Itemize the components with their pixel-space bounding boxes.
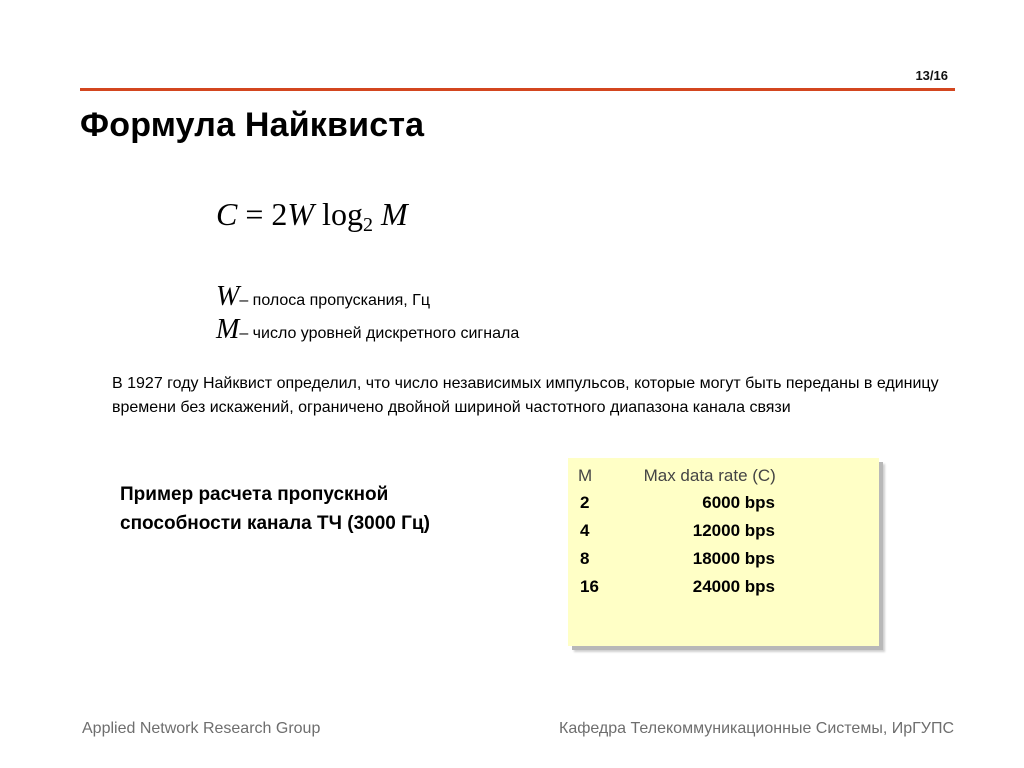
definition-w (216, 281, 430, 313)
table-cell-m: 8 (580, 549, 590, 568)
table-cell-m: 2 (580, 493, 590, 512)
table-header-row (568, 463, 879, 489)
page-number: 13/16 (915, 68, 948, 83)
formula-equals: = 2 (245, 196, 288, 232)
formula-levels-symbol: M (380, 196, 408, 232)
formula-log-base: 2 (362, 214, 373, 236)
table-row (568, 517, 879, 545)
table-row (568, 545, 879, 573)
footer-department: Кафедра Телекоммуникационные Системы, ИрГУПС (559, 720, 954, 737)
table-header-m: M (578, 466, 593, 485)
definition-m-symbol: M (216, 314, 240, 345)
table-cell-rate: 6000 bps (702, 493, 775, 512)
data-rate-table (568, 463, 879, 601)
table-header-rate: Max data rate (C) (643, 466, 776, 485)
example-line-1: Пример расчета пропускной (120, 484, 389, 505)
table-row (568, 489, 879, 517)
formula-bandwidth-symbol: W (287, 196, 315, 232)
example-heading (120, 480, 520, 538)
definition-m (216, 314, 519, 346)
nyquist-formula (216, 196, 408, 237)
definition-w-symbol: W (216, 281, 240, 312)
header-divider (80, 88, 955, 91)
formula-log: log (322, 196, 363, 232)
formula-capacity-symbol: C (216, 196, 238, 232)
data-rate-table-box (568, 458, 879, 646)
definition-m-text: – число уровней дискретного сигнала (239, 325, 520, 342)
footer-group-name: Applied Network Research Group (82, 720, 321, 737)
slide-title: Формула Найквиста (80, 106, 425, 144)
history-paragraph: В 1927 году Найквист определил, что число независимых импульсов, которые могут быть переданы в единицу времени без искажений, ограничено двойной шириной частотного диапазона канала связи (112, 375, 939, 416)
table-cell-m: 16 (580, 577, 599, 596)
table-cell-rate: 24000 bps (692, 577, 775, 596)
table-row (568, 573, 879, 601)
example-line-2: способности канала ТЧ (3000 Гц) (120, 513, 430, 534)
table-cell-rate: 18000 bps (692, 549, 775, 568)
table-cell-rate: 12000 bps (692, 521, 775, 540)
definition-w-text: – полоса пропускания, Гц (239, 292, 430, 309)
table-cell-m: 4 (580, 521, 590, 540)
